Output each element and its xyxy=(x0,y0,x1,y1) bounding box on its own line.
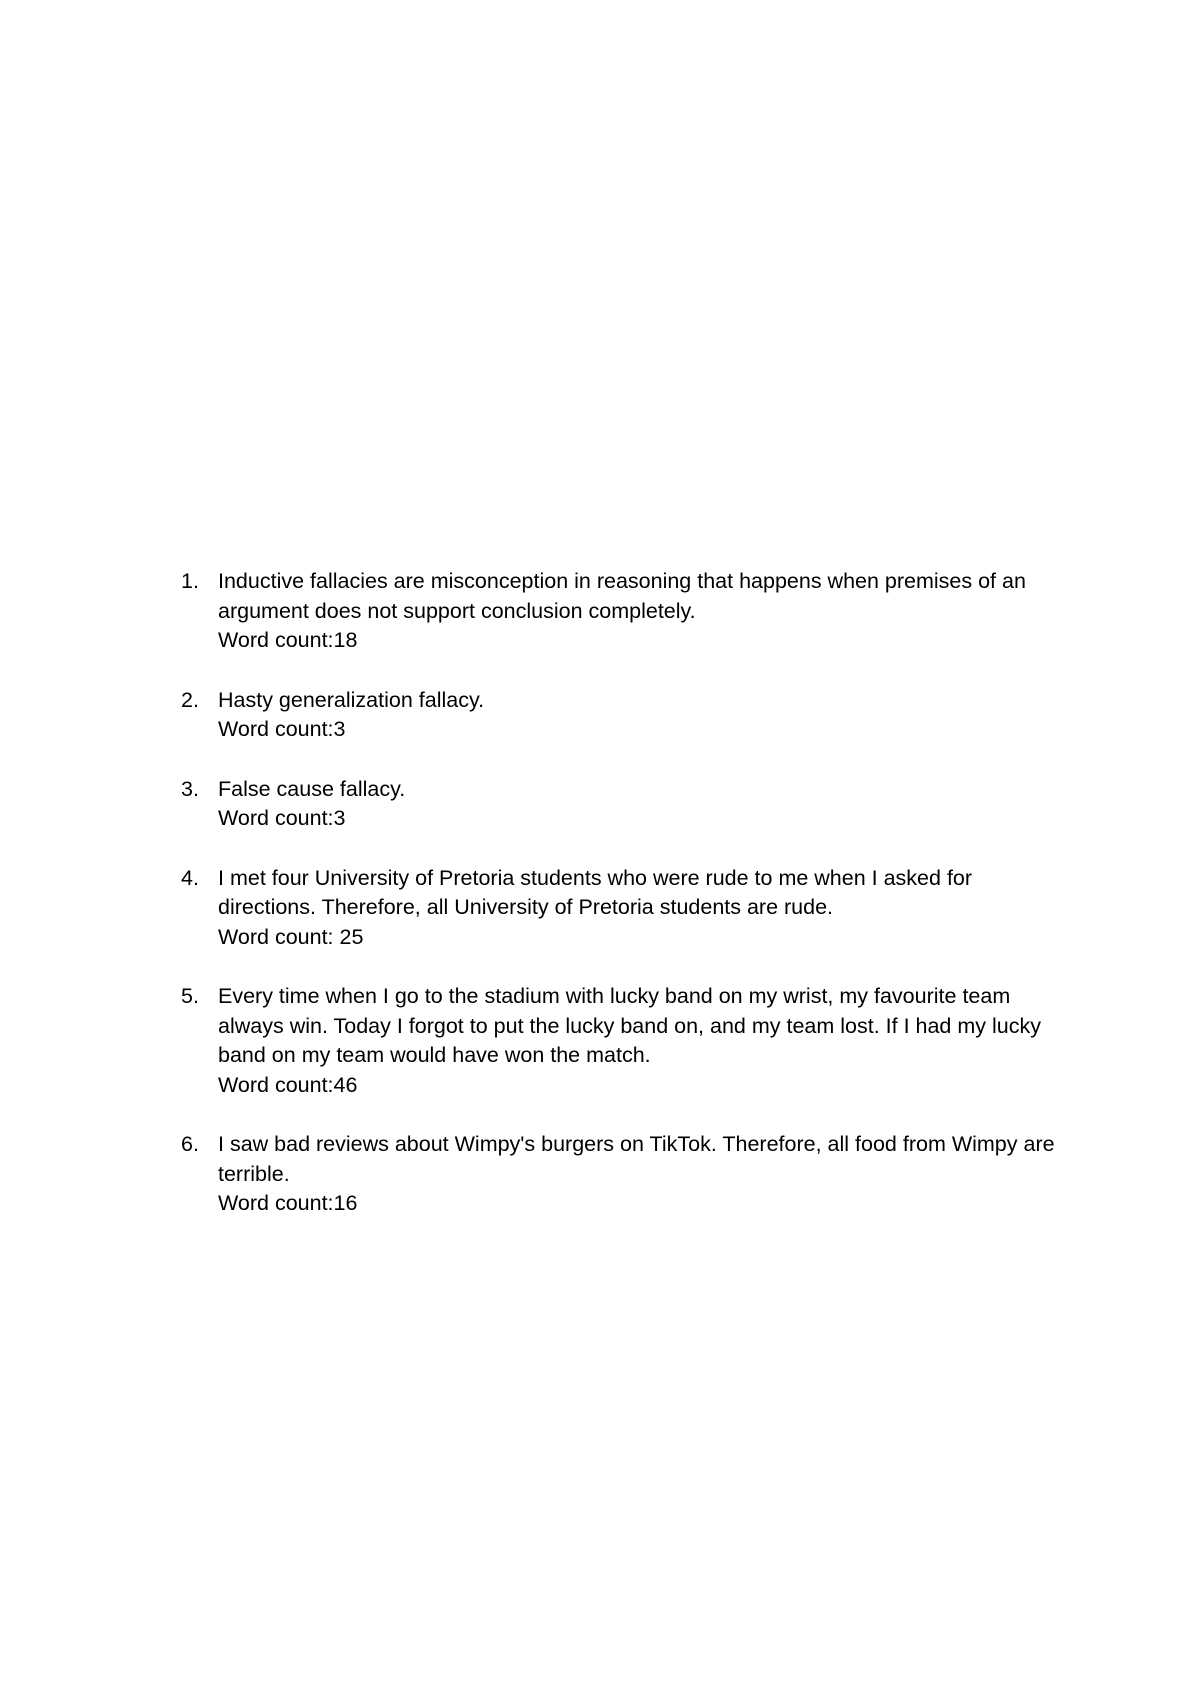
item-number: 6. xyxy=(181,1132,199,1156)
word-count: Word count:3 xyxy=(218,717,346,741)
word-count: Word count:3 xyxy=(218,806,346,830)
answer-list xyxy=(181,567,1061,1249)
item-number: 3. xyxy=(181,776,199,801)
answer-text: Every time when I go to the stadium with lucky band on my wrist, my favourite team always win. Today I forgot to put the lucky band on, and my team lost. If I had my lucky band on my team would have won the match. xyxy=(218,984,1041,1067)
item-number: 5. xyxy=(181,984,199,1008)
answer-text: Inductive fallacies are misconception in reasoning that happens when premises of an argument does not support conclusion completely. xyxy=(218,569,1026,623)
answer-item-2 xyxy=(181,686,1061,745)
answer-item-5 xyxy=(181,982,1061,1100)
answer-text: I saw bad reviews about Wimpy's burgers on TikTok. Therefore, all food from Wimpy are terrible. xyxy=(218,1132,1055,1186)
answer-item-1 xyxy=(181,567,1061,656)
item-number: 1. xyxy=(181,569,199,593)
word-count: Word count:16 xyxy=(218,1191,358,1215)
item-number: 2. xyxy=(181,687,199,712)
word-count: Word count:18 xyxy=(218,628,358,652)
answer-item-3 xyxy=(181,775,1061,834)
answer-item-6 xyxy=(181,1130,1061,1219)
word-count: Word count: 25 xyxy=(218,924,364,949)
item-number: 4. xyxy=(181,865,199,890)
answer-text: I met four University of Pretoria students who were rude to me when I asked for directions. Therefore, all University of Pretoria students are rude. xyxy=(218,865,973,919)
answer-text: False cause fallacy. xyxy=(218,776,406,801)
word-count: Word count:46 xyxy=(218,1072,358,1097)
answer-text: Hasty generalization fallacy. xyxy=(218,687,485,712)
answer-item-4 xyxy=(181,864,1061,953)
